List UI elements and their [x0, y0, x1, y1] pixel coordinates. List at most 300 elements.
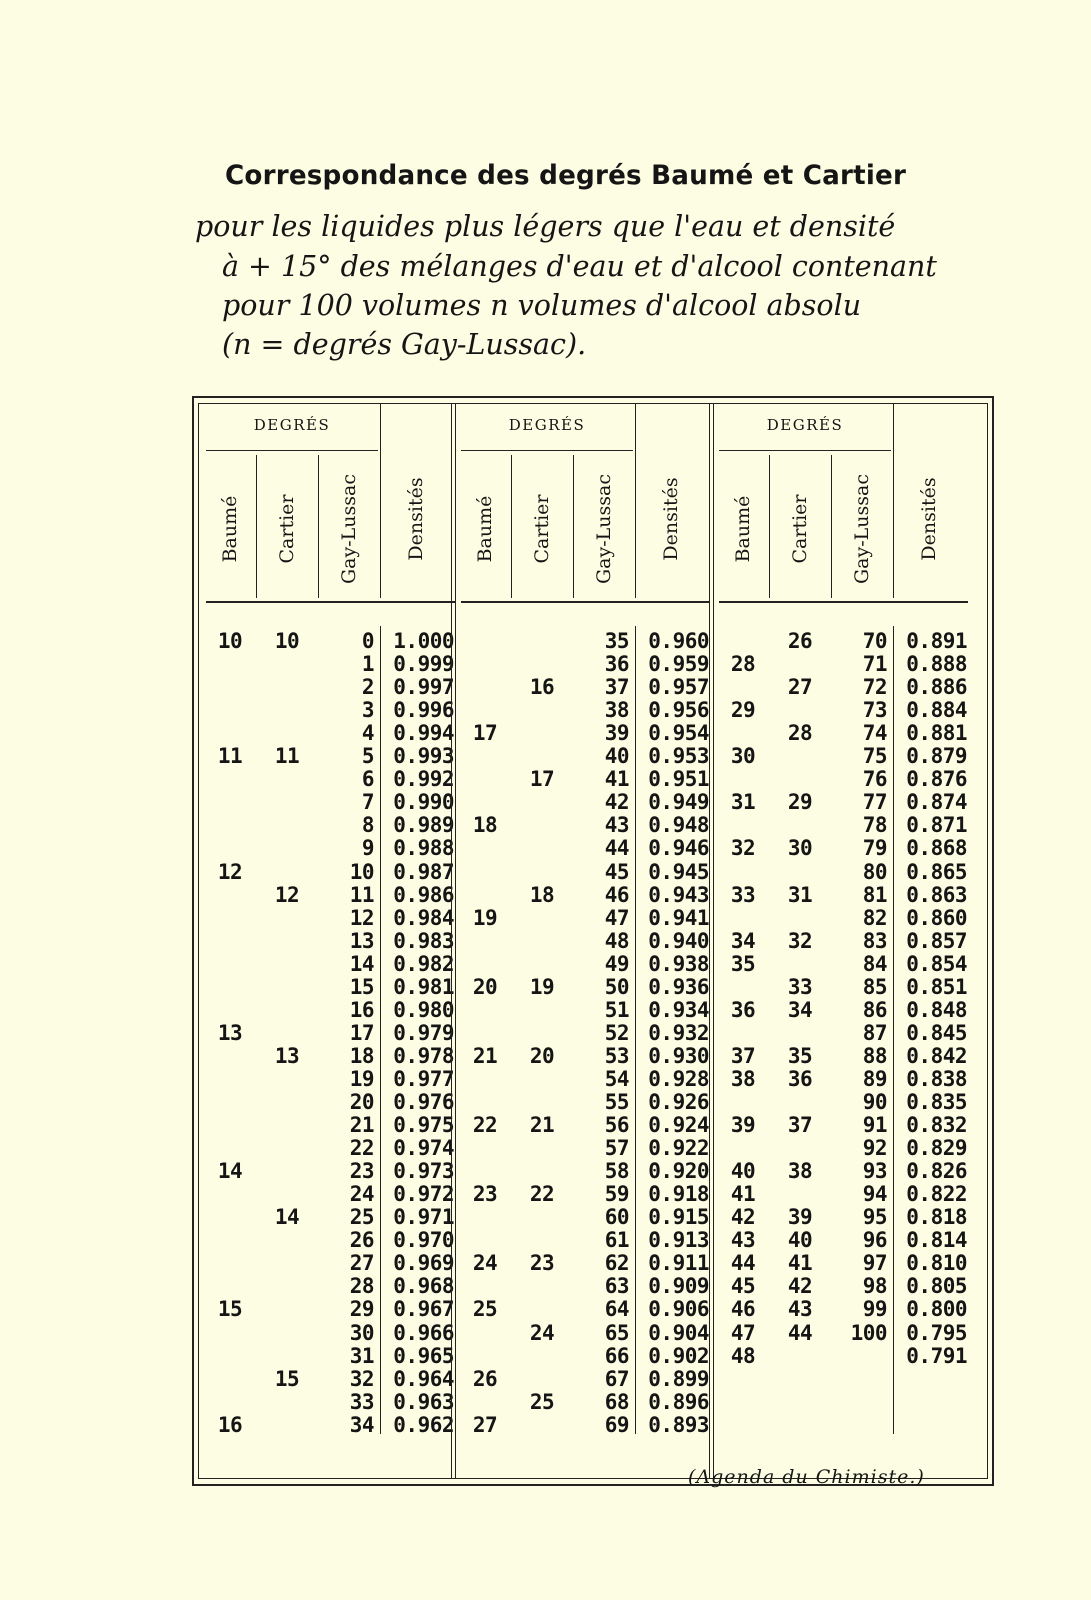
cell-densite: 0.940: [648, 928, 709, 953]
cell-gay-lussac: 66: [604, 1343, 629, 1368]
column-divider: [380, 403, 381, 598]
cell-gay-lussac: 38: [604, 698, 629, 723]
cell-densite: 0.999: [393, 652, 454, 677]
cell-cartier: 27: [787, 675, 813, 700]
column-divider: [318, 455, 319, 598]
cell-cartier: 23: [529, 1251, 555, 1276]
cell-densite: 0.822: [906, 1182, 967, 1207]
cell-baume: 15: [217, 1297, 243, 1322]
cell-baume: 39: [730, 1113, 756, 1138]
cell-densite: 0.920: [648, 1159, 709, 1184]
cell-densite: 0.868: [906, 836, 967, 861]
degres-header: DEGRÉS: [253, 416, 331, 434]
cell-densite: 0.854: [906, 951, 967, 976]
cell-gay-lussac: 87: [862, 1020, 887, 1045]
cell-densite: 0.865: [906, 859, 967, 884]
cell-densite: 0.911: [648, 1251, 709, 1276]
cell-densite: 0.974: [393, 1136, 454, 1161]
cell-densite: 0.871: [906, 813, 967, 838]
cell-densite: 0.899: [648, 1366, 709, 1391]
cell-gay-lussac: 15: [349, 974, 374, 999]
cell-densite: 0.943: [648, 882, 709, 907]
cell-gay-lussac: 9: [361, 836, 374, 861]
cell-densite: 0.845: [906, 1020, 967, 1045]
cell-cartier: 13: [274, 1043, 300, 1068]
cell-baume: 32: [730, 836, 756, 861]
cell-densite: 0.902: [648, 1343, 709, 1368]
cell-gay-lussac: 90: [862, 1090, 887, 1114]
cell-densite: 0.913: [648, 1228, 709, 1253]
cell-baume: 26: [472, 1366, 498, 1391]
cell-gay-lussac: 93: [862, 1159, 887, 1184]
cell-densite: 0.810: [906, 1251, 967, 1276]
cell-densite: 0.879: [906, 744, 967, 769]
cell-gay-lussac: 3: [361, 698, 374, 723]
cell-densite: 0.966: [393, 1320, 454, 1345]
column-divider: [769, 455, 770, 598]
density-table: [192, 396, 994, 1486]
cell-cartier: 32: [787, 928, 813, 953]
cell-densite: 0.978: [393, 1043, 454, 1068]
cell-densite: 0.946: [648, 836, 709, 861]
cell-gay-lussac: 4: [361, 721, 374, 746]
cell-densite: 0.818: [906, 1205, 967, 1230]
cell-gay-lussac: 30: [349, 1320, 374, 1345]
cell-gay-lussac: 0: [361, 629, 374, 653]
column-divider: [511, 455, 512, 598]
subtitle-line-2: à + 15° des mélanges d'eau et d'alcool contenant: [222, 250, 937, 283]
cell-gay-lussac: 42: [604, 790, 629, 815]
cell-densite: 0.996: [393, 698, 454, 723]
cell-gay-lussac: 36: [604, 652, 629, 677]
cell-densite: 0.989: [393, 813, 454, 838]
cell-gay-lussac: 65: [604, 1320, 629, 1345]
cell-densite: 0.959: [648, 652, 709, 677]
cell-densite: 0.884: [906, 698, 967, 723]
cell-densite: 0.881: [906, 721, 967, 746]
cell-gay-lussac: 31: [349, 1343, 374, 1368]
cell-baume: 36: [730, 997, 756, 1022]
cell-densite: 0.984: [393, 905, 454, 930]
cell-gay-lussac: 19: [349, 1066, 374, 1091]
cell-cartier: 33: [787, 974, 813, 999]
cell-gay-lussac: 72: [862, 675, 887, 700]
cell-densite: 0.969: [393, 1251, 454, 1276]
cell-gay-lussac: 89: [862, 1066, 887, 1091]
cell-gay-lussac: 29: [349, 1297, 374, 1322]
cell-baume: 25: [472, 1297, 498, 1322]
cell-gay-lussac: 100: [850, 1320, 887, 1345]
cell-baume: 48: [730, 1343, 756, 1368]
column-divider: [831, 455, 832, 598]
cell-gay-lussac: 57: [604, 1136, 629, 1161]
cell-densite: 0.904: [648, 1320, 709, 1345]
cell-gay-lussac: 37: [604, 675, 629, 700]
cell-baume: 43: [730, 1228, 756, 1253]
cell-gay-lussac: 14: [349, 951, 374, 976]
cell-densite: 0.967: [393, 1297, 454, 1322]
subtitle-line-1: pour les liquides plus légers que l'eau et densité: [195, 210, 896, 243]
cell-cartier: 16: [529, 675, 555, 700]
cell-cartier: 34: [787, 997, 813, 1022]
cell-gay-lussac: 22: [349, 1136, 374, 1161]
cell-gay-lussac: 98: [862, 1274, 887, 1299]
cell-cartier: 37: [787, 1113, 813, 1138]
densites-divider: [380, 626, 381, 1434]
cell-gay-lussac: 91: [862, 1113, 887, 1138]
cell-densite: 0.896: [648, 1389, 709, 1414]
densites-divider: [893, 626, 894, 1434]
cell-densite: 0.835: [906, 1090, 967, 1114]
cell-cartier: 25: [529, 1389, 555, 1414]
cell-gay-lussac: 51: [604, 997, 629, 1022]
cell-densite: 0.928: [648, 1066, 709, 1091]
cell-gay-lussac: 32: [349, 1366, 374, 1391]
cell-densite: 0.909: [648, 1274, 709, 1299]
cell-baume: 22: [472, 1113, 498, 1138]
cell-densite: 0.918: [648, 1182, 709, 1207]
cell-gay-lussac: 20: [349, 1090, 374, 1114]
cell-gay-lussac: 88: [862, 1043, 887, 1068]
cell-cartier: 39: [787, 1205, 813, 1230]
cell-densite: 0.922: [648, 1136, 709, 1161]
cell-gay-lussac: 18: [349, 1043, 374, 1068]
cell-densite: 0.965: [393, 1343, 454, 1368]
cell-densite: 0.826: [906, 1159, 967, 1184]
cell-gay-lussac: 13: [349, 928, 374, 953]
cell-densite: 1.000: [393, 629, 454, 653]
header-underline: [719, 601, 968, 603]
cell-gay-lussac: 1: [361, 652, 374, 677]
subtitle-line-3: pour 100 volumes n volumes d'alcool absolu: [222, 289, 862, 322]
cell-baume: 30: [730, 744, 756, 769]
cell-cartier: 12: [274, 882, 300, 907]
cell-gay-lussac: 97: [862, 1251, 887, 1276]
cell-baume: 14: [217, 1159, 243, 1184]
cell-densite: 0.968: [393, 1274, 454, 1299]
cell-densite: 0.888: [906, 652, 967, 677]
cell-gay-lussac: 26: [349, 1228, 374, 1253]
cell-baume: 35: [730, 951, 756, 976]
cell-gay-lussac: 49: [604, 951, 629, 976]
cell-cartier: 11: [274, 744, 300, 769]
cell-densite: 0.863: [906, 882, 967, 907]
column-header-densite: Densités: [660, 477, 682, 561]
cell-densite: 0.976: [393, 1090, 454, 1114]
cell-densite: 0.860: [906, 905, 967, 930]
cell-densite: 0.838: [906, 1066, 967, 1091]
cell-gay-lussac: 56: [604, 1113, 629, 1138]
cell-densite: 0.906: [648, 1297, 709, 1322]
cell-baume: 13: [217, 1020, 243, 1045]
cell-densite: 0.970: [393, 1228, 454, 1253]
cell-densite: 0.832: [906, 1113, 967, 1138]
cell-densite: 0.953: [648, 744, 709, 769]
cell-cartier: 22: [529, 1182, 555, 1207]
cell-cartier: 17: [529, 767, 555, 792]
cell-baume: 31: [730, 790, 756, 815]
cell-densite: 0.829: [906, 1136, 967, 1161]
cell-gay-lussac: 21: [349, 1113, 374, 1138]
cell-densite: 0.930: [648, 1043, 709, 1068]
cell-gay-lussac: 10: [349, 859, 374, 884]
cell-baume: 47: [730, 1320, 756, 1345]
column-header-baume: Baumé: [219, 495, 241, 563]
cell-baume: 40: [730, 1159, 756, 1184]
cell-densite: 0.886: [906, 675, 967, 700]
cell-gay-lussac: 80: [862, 859, 887, 884]
cell-gay-lussac: 96: [862, 1228, 887, 1253]
cell-gay-lussac: 94: [862, 1182, 887, 1207]
cell-gay-lussac: 61: [604, 1228, 629, 1253]
header-underline: [206, 601, 455, 603]
cell-gay-lussac: 63: [604, 1274, 629, 1299]
cell-cartier: 30: [787, 836, 813, 861]
cell-densite: 0.956: [648, 698, 709, 723]
cell-gay-lussac: 52: [604, 1020, 629, 1045]
cell-gay-lussac: 7: [361, 790, 374, 815]
cell-gay-lussac: 45: [604, 859, 629, 884]
cell-gay-lussac: 41: [604, 767, 629, 792]
column-header-cartier: Cartier: [789, 494, 811, 564]
cell-gay-lussac: 79: [862, 836, 887, 861]
cell-densite: 0.791: [906, 1343, 967, 1368]
column-header-cartier: Cartier: [276, 494, 298, 564]
cell-densite: 0.938: [648, 951, 709, 976]
cell-densite: 0.936: [648, 974, 709, 999]
cell-cartier: 42: [787, 1274, 813, 1299]
cell-baume: 12: [217, 859, 243, 884]
cell-densite: 0.876: [906, 767, 967, 792]
cell-densite: 0.977: [393, 1066, 454, 1091]
cell-gay-lussac: 84: [862, 951, 887, 976]
cell-baume: 18: [472, 813, 498, 838]
cell-baume: 33: [730, 882, 756, 907]
cell-densite: 0.941: [648, 905, 709, 930]
cell-densite: 0.982: [393, 951, 454, 976]
cell-gay-lussac: 47: [604, 905, 629, 930]
cell-densite: 0.874: [906, 790, 967, 815]
cell-baume: 41: [730, 1182, 756, 1207]
cell-gay-lussac: 78: [862, 813, 887, 838]
cell-densite: 0.945: [648, 859, 709, 884]
densites-divider: [635, 626, 636, 1434]
cell-densite: 0.934: [648, 997, 709, 1022]
cell-densite: 0.948: [648, 813, 709, 838]
column-header-gay-lussac: Gay-Lussac: [851, 474, 873, 584]
cell-densite: 0.972: [393, 1182, 454, 1207]
cell-densite: 0.990: [393, 790, 454, 815]
header-underline: [461, 601, 710, 603]
block-separator: [451, 403, 456, 1479]
cell-cartier: 10: [274, 629, 300, 653]
cell-cartier: 44: [787, 1320, 813, 1345]
cell-gay-lussac: 48: [604, 928, 629, 953]
cell-densite: 0.893: [648, 1412, 709, 1437]
cell-gay-lussac: 40: [604, 744, 629, 769]
block-separator: [709, 403, 714, 1479]
cell-cartier: 38: [787, 1159, 813, 1184]
degres-header: DEGRÉS: [766, 416, 844, 434]
cell-densite: 0.891: [906, 629, 967, 653]
cell-densite: 0.842: [906, 1043, 967, 1068]
cell-gay-lussac: 11: [349, 882, 374, 907]
cell-densite: 0.915: [648, 1205, 709, 1230]
cell-densite: 0.957: [648, 675, 709, 700]
cell-cartier: 29: [787, 790, 813, 815]
cell-cartier: 43: [787, 1297, 813, 1322]
cell-densite: 0.857: [906, 928, 967, 953]
cell-gay-lussac: 34: [349, 1412, 374, 1437]
cell-densite: 0.981: [393, 974, 454, 999]
cell-densite: 0.962: [393, 1412, 454, 1437]
cell-densite: 0.960: [648, 629, 709, 653]
cell-gay-lussac: 39: [604, 721, 629, 746]
cell-baume: 34: [730, 928, 756, 953]
cell-densite: 0.932: [648, 1020, 709, 1045]
subtitle-line-4: (n = degrés Gay-Lussac).: [222, 328, 587, 361]
cell-gay-lussac: 62: [604, 1251, 629, 1276]
cell-baume: 11: [217, 744, 243, 769]
cell-densite: 0.979: [393, 1020, 454, 1045]
cell-gay-lussac: 8: [361, 813, 374, 838]
cell-gay-lussac: 76: [862, 767, 887, 792]
cell-gay-lussac: 92: [862, 1136, 887, 1161]
cell-gay-lussac: 17: [349, 1020, 374, 1045]
cell-gay-lussac: 95: [862, 1205, 887, 1230]
cell-baume: 28: [730, 652, 756, 677]
cell-baume: 38: [730, 1066, 756, 1091]
cell-gay-lussac: 2: [361, 675, 374, 700]
cell-cartier: 15: [274, 1366, 300, 1391]
cell-gay-lussac: 73: [862, 698, 887, 723]
degres-header: DEGRÉS: [508, 416, 586, 434]
cell-gay-lussac: 6: [361, 767, 374, 792]
cell-densite: 0.986: [393, 882, 454, 907]
column-header-cartier: Cartier: [531, 494, 553, 564]
cell-gay-lussac: 86: [862, 997, 887, 1022]
cell-cartier: 14: [274, 1205, 300, 1230]
cell-gay-lussac: 55: [604, 1090, 629, 1114]
column-header-densite: Densités: [918, 477, 940, 561]
cell-densite: 0.954: [648, 721, 709, 746]
cell-gay-lussac: 23: [349, 1159, 374, 1184]
cell-cartier: 21: [529, 1113, 555, 1138]
cell-gay-lussac: 85: [862, 974, 887, 999]
cell-densite: 0.992: [393, 767, 454, 792]
cell-densite: 0.949: [648, 790, 709, 815]
cell-gay-lussac: 24: [349, 1182, 374, 1207]
cell-densite: 0.851: [906, 974, 967, 999]
cell-cartier: 28: [787, 721, 813, 746]
cell-gay-lussac: 71: [862, 652, 887, 677]
cell-densite: 0.973: [393, 1159, 454, 1184]
column-divider: [635, 403, 636, 598]
cell-densite: 0.988: [393, 836, 454, 861]
cell-densite: 0.795: [906, 1320, 967, 1345]
cell-gay-lussac: 50: [604, 974, 629, 999]
cell-baume: 17: [472, 721, 498, 746]
cell-gay-lussac: 59: [604, 1182, 629, 1207]
source-note: (Agenda du Chimiste.): [688, 1466, 925, 1488]
cell-gay-lussac: 33: [349, 1389, 374, 1414]
cell-gay-lussac: 77: [862, 790, 887, 815]
cell-baume: 23: [472, 1182, 498, 1207]
cell-cartier: 36: [787, 1066, 813, 1091]
cell-densite: 0.983: [393, 928, 454, 953]
page-title: Correspondance des degrés Baumé et Cartier: [225, 160, 907, 191]
column-divider: [573, 455, 574, 598]
cell-gay-lussac: 54: [604, 1066, 629, 1091]
cell-gay-lussac: 83: [862, 928, 887, 953]
cell-gay-lussac: 60: [604, 1205, 629, 1230]
cell-gay-lussac: 12: [349, 905, 374, 930]
cell-densite: 0.963: [393, 1389, 454, 1414]
cell-gay-lussac: 53: [604, 1043, 629, 1068]
cell-baume: 37: [730, 1043, 756, 1068]
cell-densite: 0.980: [393, 997, 454, 1022]
cell-baume: 20: [472, 974, 498, 999]
cell-gay-lussac: 69: [604, 1412, 629, 1437]
column-header-gay-lussac: Gay-Lussac: [338, 474, 360, 584]
cell-densite: 0.987: [393, 859, 454, 884]
cell-cartier: 41: [787, 1251, 813, 1276]
cell-gay-lussac: 99: [862, 1297, 887, 1322]
cell-densite: 0.805: [906, 1274, 967, 1299]
cell-gay-lussac: 81: [862, 882, 887, 907]
cell-cartier: 26: [787, 629, 813, 653]
cell-baume: 45: [730, 1274, 756, 1299]
cell-cartier: 24: [529, 1320, 555, 1345]
cell-gay-lussac: 44: [604, 836, 629, 861]
cell-cartier: 35: [787, 1043, 813, 1068]
cell-densite: 0.926: [648, 1090, 709, 1114]
column-divider: [893, 403, 894, 598]
cell-densite: 0.964: [393, 1366, 454, 1391]
column-header-gay-lussac: Gay-Lussac: [593, 474, 615, 584]
cell-baume: 42: [730, 1205, 756, 1230]
cell-densite: 0.814: [906, 1228, 967, 1253]
cell-gay-lussac: 5: [361, 744, 374, 769]
cell-baume: 21: [472, 1043, 498, 1068]
cell-densite: 0.994: [393, 721, 454, 746]
cell-densite: 0.848: [906, 997, 967, 1022]
cell-baume: 44: [730, 1251, 756, 1276]
cell-gay-lussac: 25: [349, 1205, 374, 1230]
cell-densite: 0.924: [648, 1113, 709, 1138]
cell-gay-lussac: 16: [349, 997, 374, 1022]
cell-gay-lussac: 27: [349, 1251, 374, 1276]
cell-baume: 19: [472, 905, 498, 930]
cell-gay-lussac: 46: [604, 882, 629, 907]
cell-densite: 0.800: [906, 1297, 967, 1322]
column-header-densite: Densités: [405, 477, 427, 561]
cell-densite: 0.993: [393, 744, 454, 769]
cell-cartier: 40: [787, 1228, 813, 1253]
column-header-baume: Baumé: [732, 495, 754, 563]
cell-cartier: 31: [787, 882, 813, 907]
cell-gay-lussac: 64: [604, 1297, 629, 1322]
cell-baume: 10: [217, 629, 243, 653]
cell-baume: 27: [472, 1412, 498, 1437]
cell-gay-lussac: 82: [862, 905, 887, 930]
cell-gay-lussac: 75: [862, 744, 887, 769]
cell-gay-lussac: 35: [604, 629, 629, 653]
cell-gay-lussac: 68: [604, 1389, 629, 1414]
cell-densite: 0.975: [393, 1113, 454, 1138]
cell-cartier: 20: [529, 1043, 555, 1068]
cell-gay-lussac: 58: [604, 1159, 629, 1184]
